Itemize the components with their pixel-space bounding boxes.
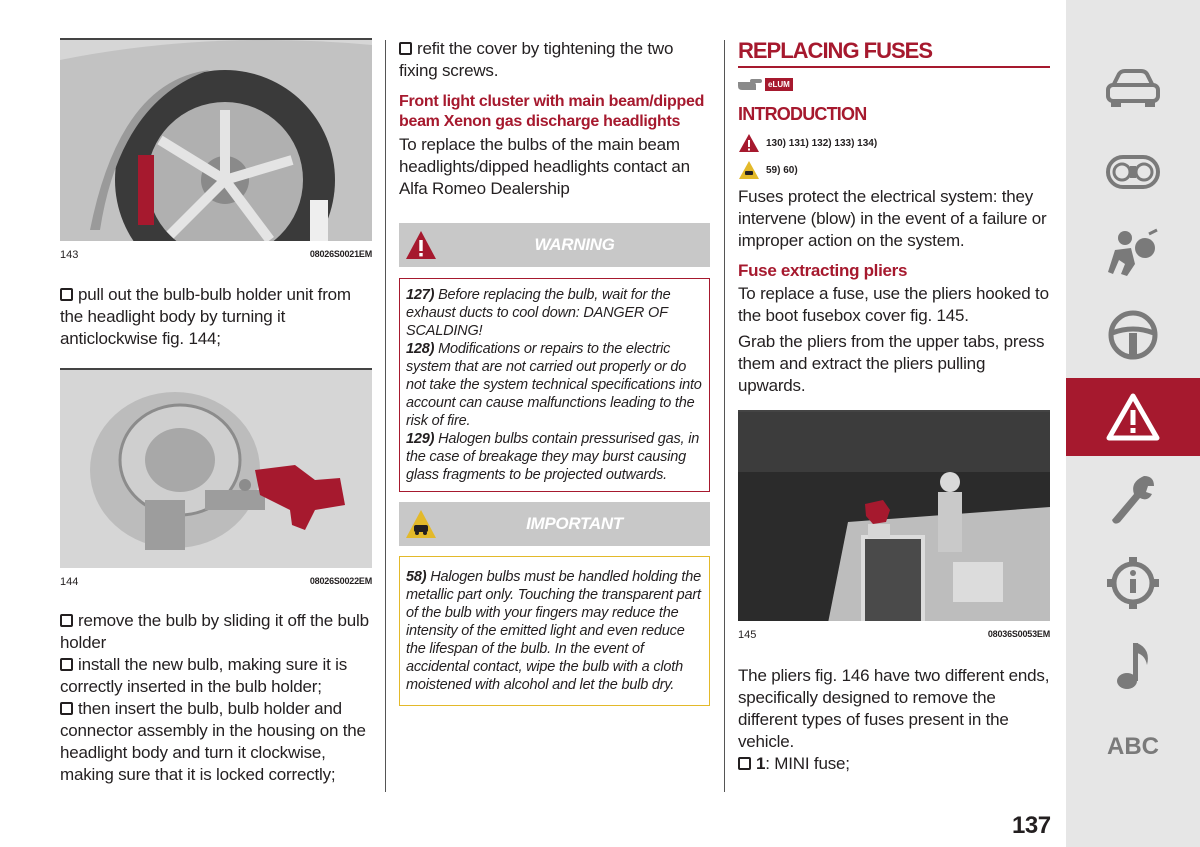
subsection-heading: Fuse extracting pliers <box>738 261 908 280</box>
paragraph: The pliers fig. 146 have two different ends, specifically designed to remove the different types of fuses present in the vehicle. <box>738 666 1050 751</box>
checkbox-bullet-icon <box>60 702 73 715</box>
warning-item: 129) Halogen bulbs contain pressurised gas, in the case of breakage they may burst causing glass fragments to be projected outwards. <box>406 431 700 483</box>
instruction-step: remove the bulb by sliding it off the bulb holder <box>60 611 369 652</box>
figure-number: 143 <box>60 249 79 261</box>
sidebar-item-driving[interactable] <box>1066 300 1200 370</box>
dashboard-icon <box>1105 152 1161 192</box>
figure-143-image <box>60 38 372 241</box>
warning-header <box>399 223 710 267</box>
alphabetical-index-label: ABC <box>1107 733 1159 760</box>
sidebar-item-car[interactable] <box>1066 53 1200 123</box>
sidebar-item-dashboard[interactable] <box>1066 137 1200 207</box>
pointing-hand-icon <box>738 76 762 92</box>
warning-triangle-icon <box>738 133 760 153</box>
warning-box <box>399 278 710 492</box>
figure-145-image <box>738 410 1050 621</box>
sidebar-item-multimedia[interactable] <box>1066 630 1200 700</box>
sidebar-item-maintenance[interactable] <box>1066 465 1200 535</box>
checkbox-bullet-icon <box>60 614 73 627</box>
checkbox-bullet-icon <box>399 42 412 55</box>
important-title: IMPORTANT <box>526 514 623 533</box>
steering-wheel-icon <box>1107 309 1159 361</box>
important-header <box>399 502 710 546</box>
figure-code: 08036S0053EM <box>987 629 1050 639</box>
wrench-icon <box>1108 472 1158 528</box>
sidebar-item-technical-data[interactable] <box>1066 548 1200 618</box>
figure-143-caption <box>60 249 372 261</box>
elum-badge: eLUM <box>765 78 793 91</box>
page-number: 137 <box>1012 812 1051 839</box>
important-item: 58) Halogen bulbs must be handled holding the metallic part only. Touching the transparent part of the bulb with your fingers may reduce the intensity of the emitted light and even reduce the lifespan of the bulb. In the event of accidental contact, wipe the bulb with a cloth moistened with alcohol and let the bulb dry. <box>406 569 701 693</box>
elum-indicator <box>738 76 1050 92</box>
middle-column <box>399 38 710 706</box>
column-divider <box>385 40 386 792</box>
warning-triangle-icon <box>1106 393 1160 441</box>
column-divider <box>724 40 725 792</box>
instruction-step: then insert the bulb, bulb holder and connector assembly in the housing on the headlight body and turn it clockwise, making sure that it is locked correctly; <box>60 699 366 784</box>
chapter-sidebar <box>1066 0 1200 847</box>
left-column <box>60 38 372 786</box>
instruction-step: refit the cover by tightening the two fixing screws. <box>399 39 674 80</box>
paragraph: Grab the pliers from the upper tabs, press them and extract the pliers pulling upwards. <box>738 332 1045 395</box>
airbag-safety-icon <box>1105 228 1161 278</box>
important-triangle-icon <box>405 508 437 540</box>
sidebar-item-safety[interactable] <box>1066 218 1200 288</box>
right-column <box>738 38 1050 775</box>
sidebar-item-emergency[interactable] <box>1066 378 1200 456</box>
section-heading: INTRODUCTION <box>738 104 867 124</box>
figure-code: 08026S0022EM <box>309 576 372 586</box>
music-note-icon <box>1113 639 1153 691</box>
important-box <box>399 556 710 706</box>
warning-item: 127) Before replacing the bulb, wait for the exhaust ducts to cool down: DANGER OF SCALDING! <box>406 287 671 339</box>
important-references: 59) 60) <box>738 160 1050 180</box>
subsection-heading: Front light cluster with main beam/dipped beam Xenon gas discharge headlights <box>399 93 705 130</box>
checkbox-bullet-icon <box>738 757 751 770</box>
page-title: REPLACING FUSES <box>738 38 1050 68</box>
warning-item: 128) Modifications or repairs to the electric system that are not carried out properly or do not take the system technical specifications into account can cause malfunctions leading to the risk of fire. <box>406 341 702 429</box>
figure-number: 145 <box>738 629 757 641</box>
instruction-step: 1: MINI fuse; <box>738 753 1050 775</box>
figure-144-caption <box>60 576 372 588</box>
figure-145-caption <box>738 629 1050 641</box>
paragraph: Fuses protect the electrical system: they intervene (blow) in the event of a failure or improper action on the system. <box>738 187 1047 250</box>
instruction-step: install the new bulb, making sure it is correctly inserted in the bulb holder; <box>60 655 348 696</box>
instruction-step: pull out the bulb-bulb holder unit from the headlight body by turning it anticlockwise fig. 144; <box>60 285 351 348</box>
info-gear-icon <box>1106 556 1160 610</box>
figure-144-image <box>60 368 372 568</box>
important-triangle-icon <box>738 160 760 180</box>
warning-references: 130) 131) 132) 133) 134) <box>738 133 1050 153</box>
checkbox-bullet-icon <box>60 288 73 301</box>
sidebar-item-index[interactable] <box>1066 712 1200 782</box>
paragraph: To replace a fuse, use the pliers hooked to the boot fusebox cover fig. 145. <box>738 284 1049 325</box>
paragraph: To replace the bulbs of the main beam headlights/dipped headlights contact an Alfa Romeo Dealership <box>399 135 690 198</box>
warning-triangle-icon <box>405 229 437 261</box>
figure-number: 144 <box>60 576 79 588</box>
figure-code: 08026S0021EM <box>309 249 372 259</box>
checkbox-bullet-icon <box>60 658 73 671</box>
car-icon <box>1105 68 1161 108</box>
warning-title: WARNING <box>534 235 615 254</box>
